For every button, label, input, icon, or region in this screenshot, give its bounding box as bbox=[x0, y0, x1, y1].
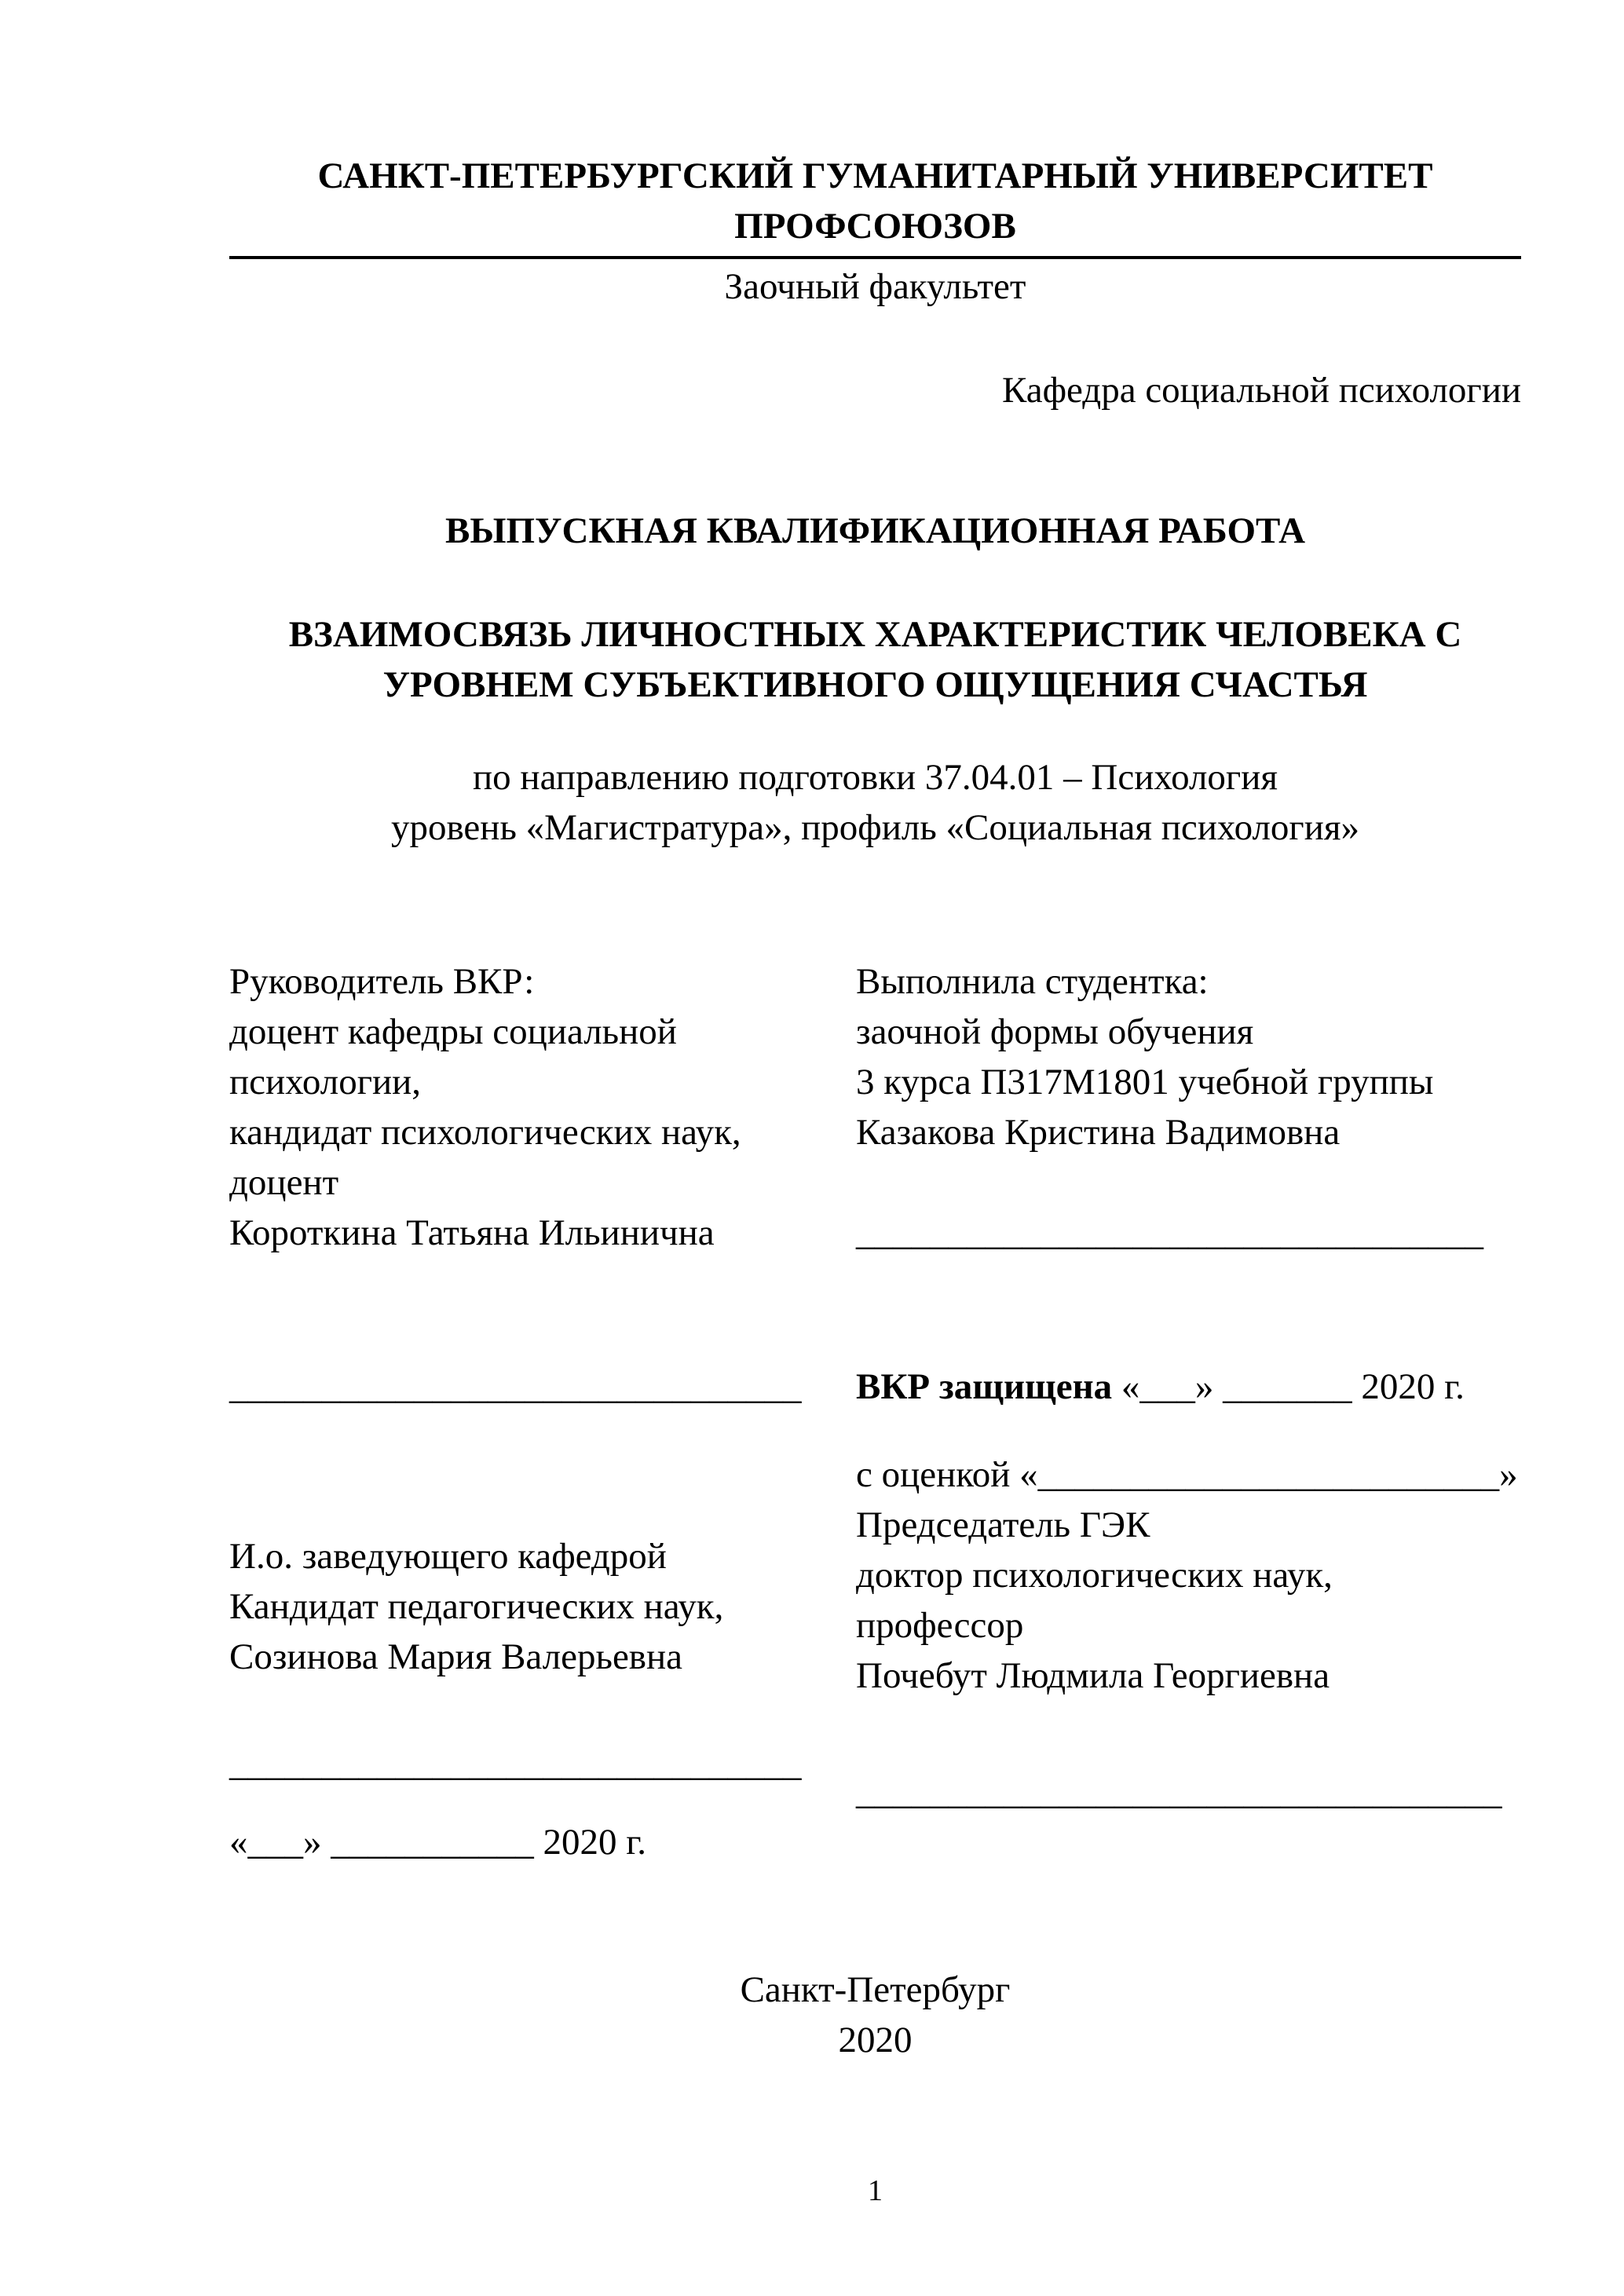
acting-head-name: Созинова Мария Валерьевна bbox=[229, 1636, 683, 1677]
program-info bbox=[229, 752, 1521, 853]
program-level-profile: уровень «Магистратура», профиль «Социальная психология» bbox=[391, 807, 1359, 848]
supervisor-label: Руководитель ВКР: bbox=[229, 961, 535, 1002]
thesis-title bbox=[229, 609, 1521, 710]
student-label: Выполнила студентка: bbox=[856, 961, 1209, 1002]
supervisor-signature-block bbox=[229, 1362, 856, 1412]
footer-city: Санкт-Петербург bbox=[740, 1969, 1011, 2010]
chair-signature-line: ___________________________________ bbox=[856, 1771, 1502, 1812]
thesis-title-line-2: УРОВНЕМ СУБЪЕКТИВНОГО ОЩУЩЕНИЯ СЧАСТЬЯ bbox=[382, 664, 1368, 705]
chair-signature-block bbox=[856, 1738, 1521, 1817]
chair-line: Председатель ГЭК bbox=[856, 1504, 1150, 1545]
defense-date-label: ВКР защищена bbox=[856, 1366, 1113, 1407]
university-name: САНКТ-ПЕТЕРБУРГСКИЙ ГУМАНИТАРНЫЙ УНИВЕРСИТЕТ ПРОФСОЮЗОВ bbox=[317, 155, 1443, 247]
university-header bbox=[229, 151, 1521, 259]
signature-row-1 bbox=[229, 1362, 1521, 1412]
date-row bbox=[229, 1817, 1521, 1867]
defense-date-fill: «___» _______ 2020 г. bbox=[1112, 1366, 1465, 1407]
acting-head-signature-line: _______________________________ bbox=[229, 1743, 802, 1784]
supervisor-line: психологии, bbox=[229, 1062, 422, 1102]
acting-head-signature-block bbox=[229, 1738, 856, 1817]
student-block bbox=[856, 956, 1521, 1258]
people-columns bbox=[229, 956, 1521, 1258]
acting-head-block bbox=[229, 1450, 856, 1701]
student-line: заочной формы обучения bbox=[856, 1011, 1254, 1052]
work-kind-heading: ВЫПУСКНАЯ КВАЛИФИКАЦИОННАЯ РАБОТА bbox=[444, 510, 1306, 551]
department-line: Кафедра социальной психологии bbox=[1002, 370, 1521, 411]
student-name: Казакова Кристина Вадимовна bbox=[856, 1112, 1341, 1153]
signature-row-2 bbox=[229, 1738, 1521, 1817]
supervisor-signature-line: _______________________________ bbox=[229, 1366, 802, 1407]
acting-head-date-block bbox=[229, 1817, 856, 1867]
faculty-line: Заочный факультет bbox=[724, 266, 1026, 307]
acting-head-line: Кандидат педагогических наук, bbox=[229, 1586, 724, 1627]
supervisor-line: доцент кафедры социальной bbox=[229, 1011, 677, 1052]
defense-date-line bbox=[856, 1362, 1521, 1412]
student-line: 3 курса П317М1801 учебной группы bbox=[856, 1062, 1434, 1102]
spacer bbox=[856, 1157, 1521, 1208]
program-direction: по направлению подготовки 37.04.01 – Психология bbox=[473, 757, 1278, 798]
acting-head-inner bbox=[229, 1531, 856, 1682]
acting-head-date-line: «___» ___________ 2020 г. bbox=[229, 1822, 646, 1863]
supervisor-line: кандидат психологических наук, bbox=[229, 1112, 741, 1153]
supervisor-line: доцент bbox=[229, 1162, 339, 1203]
defense-date-block bbox=[856, 1362, 1521, 1412]
student-signature-line: __________________________________ bbox=[856, 1212, 1483, 1253]
chair-line: доктор психологических наук, bbox=[856, 1555, 1333, 1596]
acting-head-line: И.о. заведующего кафедрой bbox=[229, 1536, 667, 1577]
date-row-spacer bbox=[856, 1817, 1521, 1867]
grade-line: с оценкой «_________________________» bbox=[856, 1454, 1518, 1495]
page-number: 1 bbox=[868, 2174, 883, 2207]
grade-row bbox=[229, 1450, 1521, 1701]
chair-name: Почебут Людмила Георгиевна bbox=[856, 1655, 1330, 1696]
supervisor-name: Короткина Татьяна Ильинична bbox=[229, 1212, 715, 1253]
chair-line: профессор bbox=[856, 1605, 1024, 1646]
thesis-title-line-1: ВЗАИМОСВЯЗЬ ЛИЧНОСТНЫХ ХАРАКТЕРИСТИК ЧЕЛОВЕКА С bbox=[288, 614, 1462, 655]
footer-year: 2020 bbox=[838, 2020, 913, 2060]
committee-block bbox=[856, 1450, 1521, 1701]
footer-block bbox=[229, 1965, 1521, 2065]
supervisor-block bbox=[229, 956, 856, 1258]
